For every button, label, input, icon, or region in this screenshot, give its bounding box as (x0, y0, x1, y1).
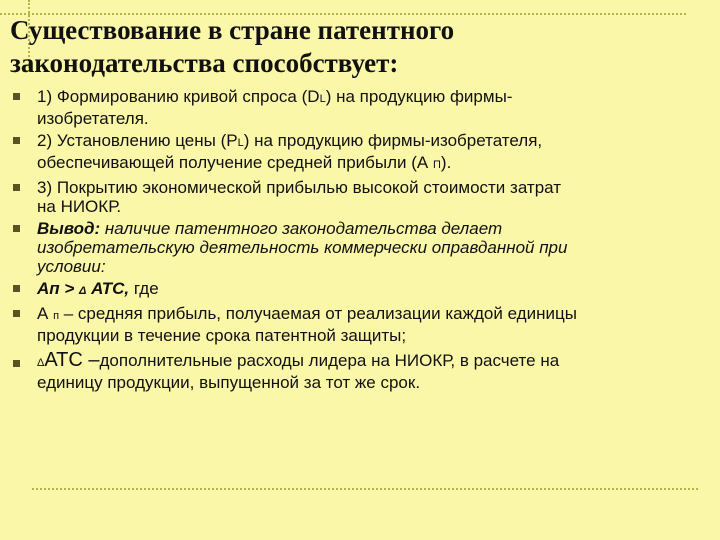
square-bullet-icon (13, 360, 20, 367)
list-item: 1) Формированию кривой спроса (DL) на продукцию фирмы- изобретателя. (13, 87, 703, 128)
square-bullet-icon (13, 93, 20, 100)
title-line-1: Существование в стране патентного (10, 15, 455, 45)
bullet-list (13, 87, 703, 392)
title-line-2: законодательства способствует: (10, 48, 399, 78)
list-item: ΔАТС –дополнительные расходы лидера на НИОКР, в расчете на единицу продукции, выпущенной за тот же срок. (13, 351, 703, 392)
list-item: Ап > Δ АТС, где (13, 279, 703, 301)
list-item: А п – средняя прибыль, получаемая от реализации каждой единицы продукции в течение срока патентной защиты; (13, 304, 703, 345)
square-bullet-icon (13, 310, 20, 317)
square-bullet-icon (13, 225, 20, 232)
square-bullet-icon (13, 184, 20, 191)
square-bullet-icon (13, 137, 20, 144)
bottom-border (32, 488, 698, 490)
delta-icon: Δ (79, 285, 87, 297)
delta-icon: Δ (37, 357, 45, 369)
square-bullet-icon (13, 285, 20, 292)
list-item: 2) Установлению цены (PL) на продукцию фирмы-изобретателя, обеспечивающей получение средней прибыли (А П). (13, 131, 703, 175)
slide-title (10, 14, 700, 80)
list-item: 3) Покрытию экономической прибылью высокой стоимости затрат на НИОКР. (13, 178, 703, 216)
list-item: Вывод: наличие патентного законодательства делает изобретательскую деятельность коммерчески оправданной при условии: (13, 219, 703, 276)
